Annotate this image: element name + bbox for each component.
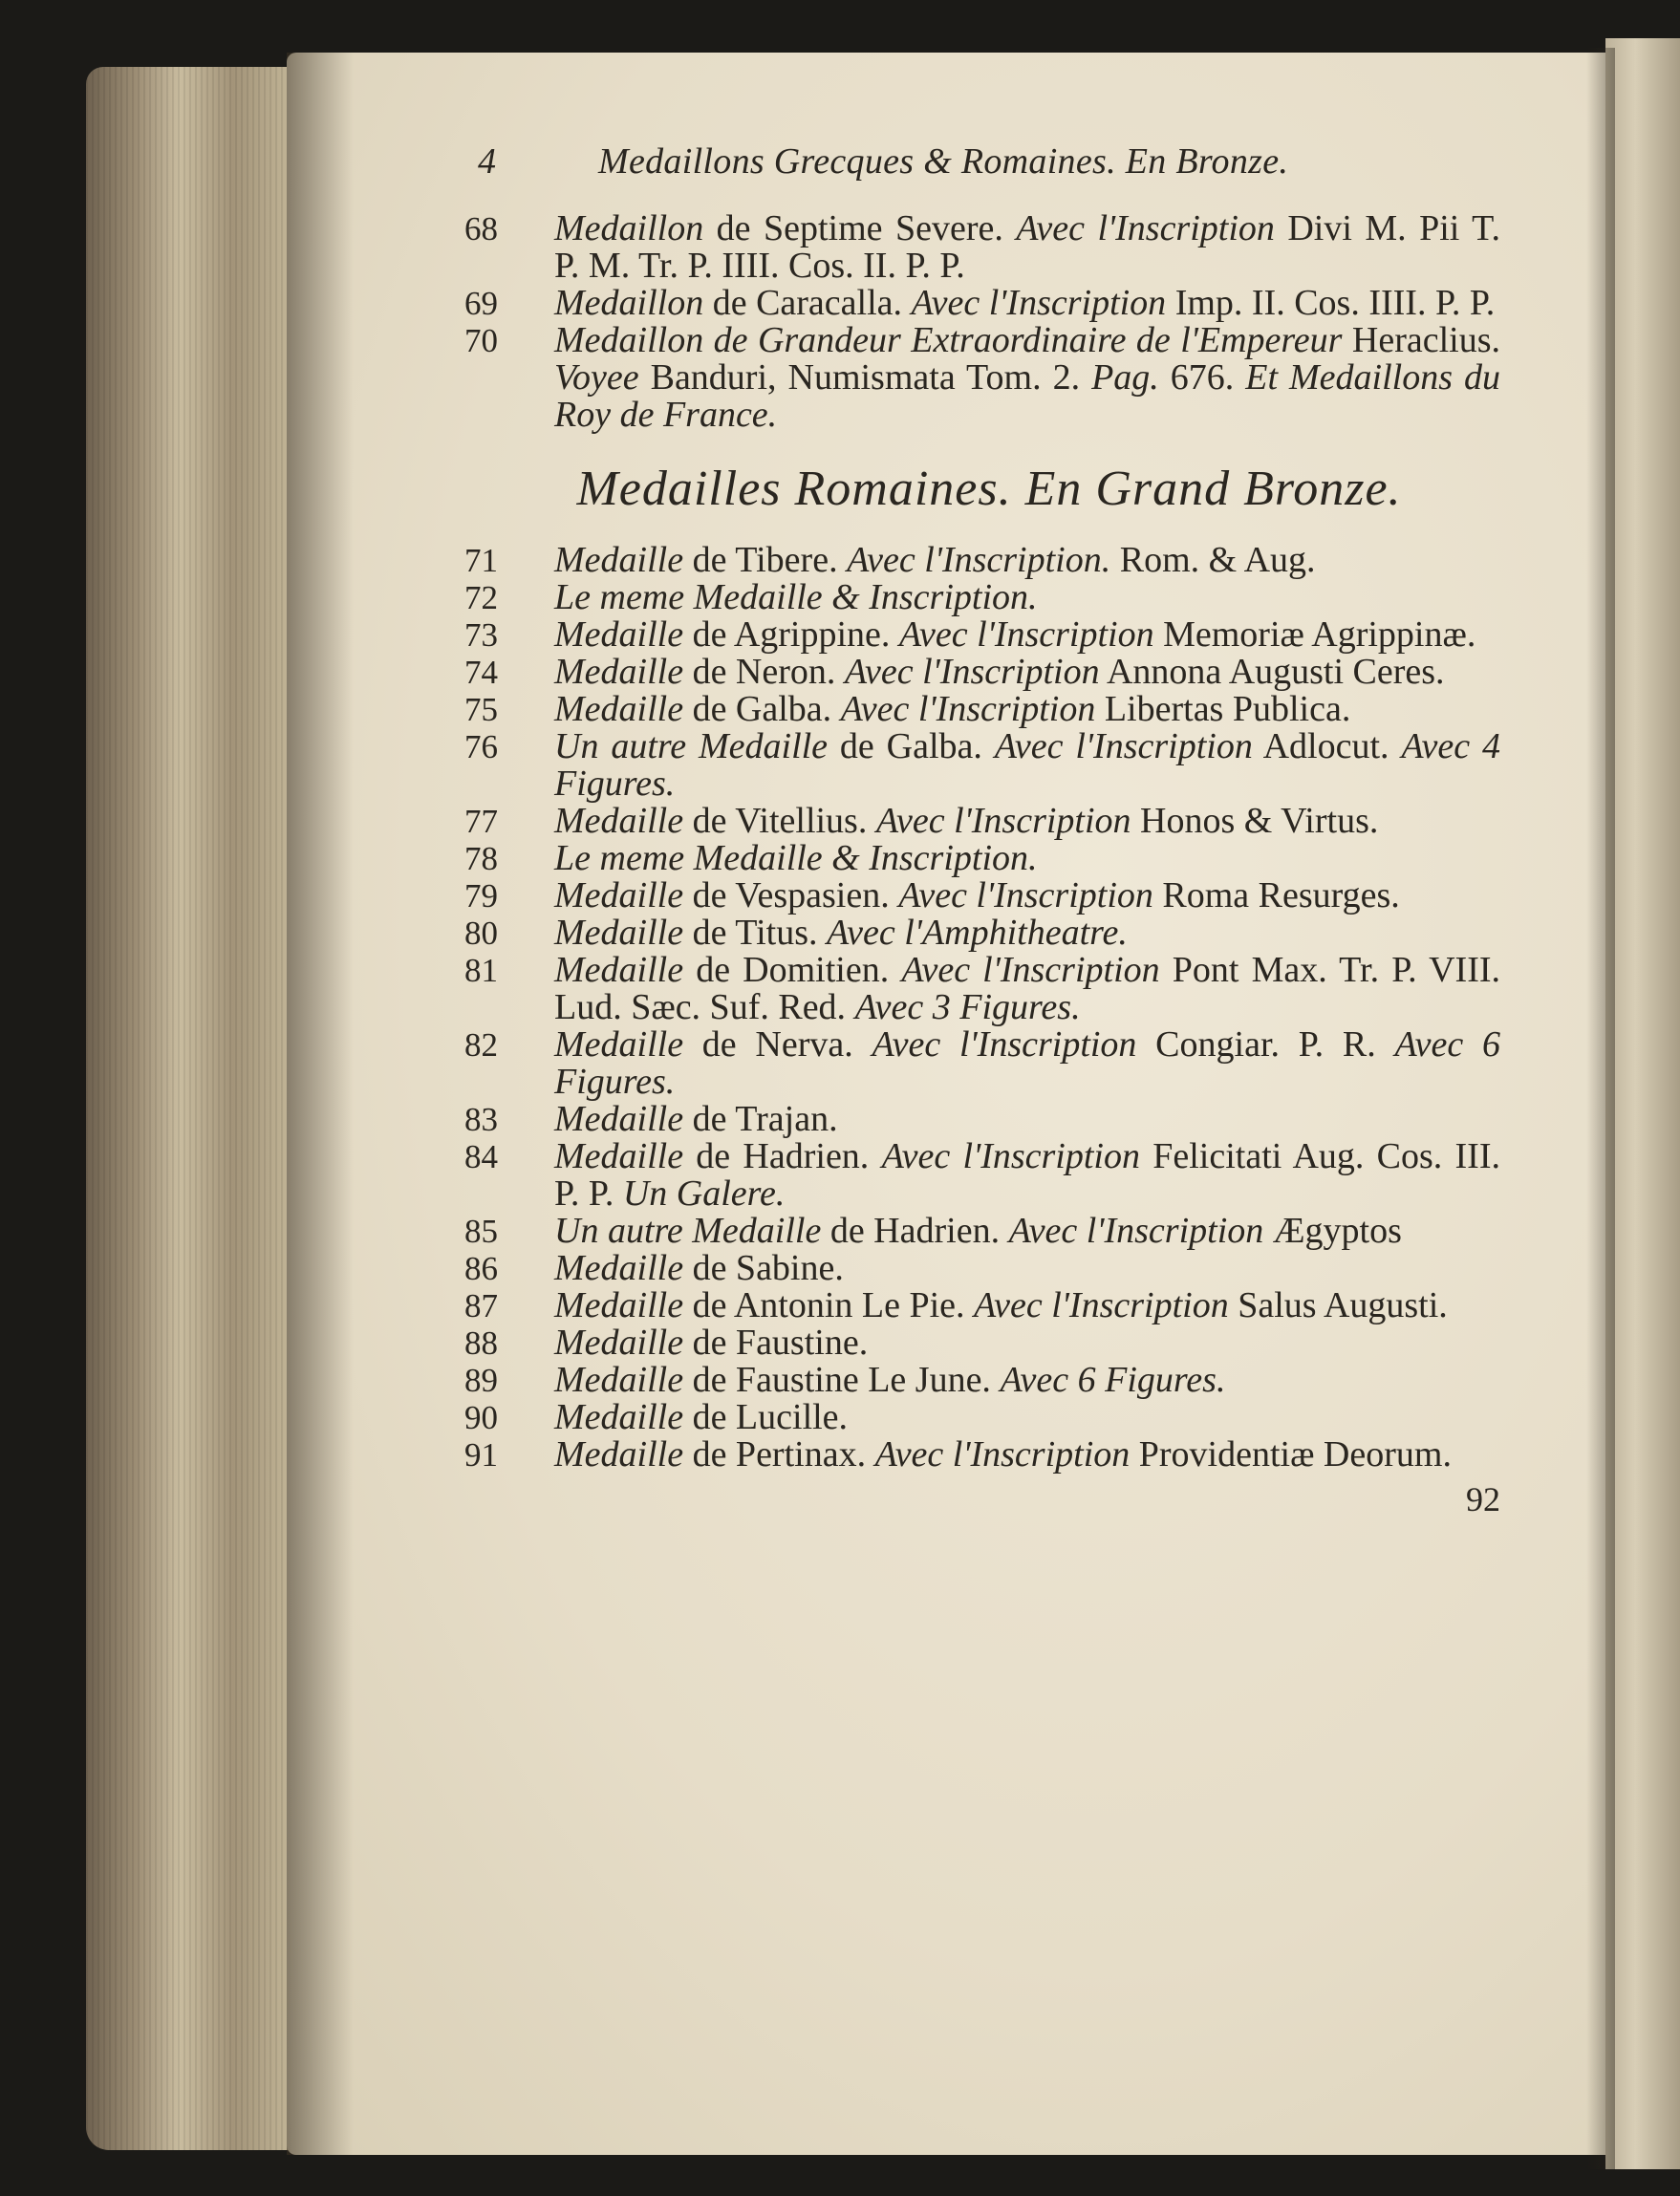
catalogue-entry: [464, 1360, 1500, 1400]
entry-italic-text: Avec l'Inscription: [881, 1136, 1140, 1176]
signature-mark: 92: [1466, 1480, 1500, 1518]
catalogue-entry: [464, 950, 1500, 1027]
entry-italic-text: Medaillon: [554, 283, 704, 323]
entry-italic-text: Avec l'Amphitheatre.: [827, 913, 1128, 953]
entry-italic-text: Avec l'Inscription: [901, 950, 1160, 990]
catalogue-entry: [464, 283, 1500, 323]
entry-number: 68: [464, 210, 498, 248]
entry-number: 88: [464, 1324, 498, 1362]
entry-text: Banduri, Numismata Tom. 2.: [638, 357, 1092, 398]
entry-italic-text: Avec l'Inscription: [974, 1285, 1229, 1325]
entry-number: 78: [464, 840, 498, 877]
entry-text: de Pertinax.: [683, 1434, 875, 1475]
entry-italic-text: Un autre Medaille: [554, 726, 829, 766]
entry-text: de Titus.: [683, 913, 828, 953]
entry-number: 86: [464, 1250, 498, 1287]
entry-text: Salus Augusti.: [1228, 1285, 1448, 1325]
entry-number: 81: [464, 952, 498, 989]
entry-text: de Agrippine.: [683, 614, 899, 655]
entry-text: de Vitellius.: [683, 801, 876, 841]
entry-italic-text: Avec 6 Figures.: [554, 1024, 1500, 1102]
running-head: [478, 143, 1500, 210]
entry-number: 84: [464, 1138, 498, 1175]
entry-italic-text: Avec l'Inscription: [872, 1024, 1137, 1065]
facing-page-edge: [1605, 38, 1680, 2169]
entry-text: 676.: [1158, 357, 1246, 398]
entry-number: 73: [464, 616, 498, 654]
entry-italic-text: Avec l'Inscription: [898, 875, 1153, 915]
running-title: Medaillons Grecques & Romaines. En Bronze.: [598, 141, 1289, 182]
catalogue-entry: [464, 1211, 1500, 1251]
entry-italic-text: Avec l'Inscription.: [847, 540, 1111, 580]
entry-text: Imp. II. Cos. IIII. P. P.: [1166, 283, 1496, 323]
entry-number: 70: [464, 322, 498, 359]
entry-italic-text: Medaille: [554, 913, 684, 953]
catalogue-entry: [464, 208, 1500, 286]
catalogue-entry: [464, 1099, 1500, 1139]
entry-italic-text: Avec 3 Figures.: [854, 987, 1081, 1027]
entry-text: de Hadrien.: [821, 1211, 1009, 1251]
entry-text: Ægyptos: [1263, 1211, 1402, 1251]
entry-italic-text: Medaille: [554, 1434, 684, 1475]
entry-text: de Sabine.: [683, 1248, 844, 1288]
entry-text: de Neron.: [683, 652, 845, 692]
entry-italic-text: Medaillon: [554, 208, 704, 248]
entry-italic-text: Avec l'Inscription: [898, 614, 1154, 655]
entry-text: Memoriæ Agrippinæ.: [1153, 614, 1476, 655]
entry-italic-text: Avec l'Inscription: [1016, 208, 1275, 248]
entry-number: 80: [464, 915, 498, 952]
entry-number: 72: [464, 579, 498, 616]
entry-text: Adlocut.: [1252, 726, 1402, 766]
catalogue-entry: [464, 726, 1500, 804]
catalogue-entry: [464, 838, 1500, 878]
entry-text: de Domitien.: [683, 950, 902, 990]
entry-number: 71: [464, 542, 498, 579]
entry-italic-text: Medaille: [554, 801, 684, 841]
page-text: [464, 141, 1500, 1539]
entry-text: de Lucille.: [683, 1397, 849, 1437]
entry-text: de Galba.: [683, 689, 841, 729]
entry-text: Pont Max. Tr. P. VIII. Lud. Sæc. Suf. Red.: [554, 950, 1500, 1027]
entry-number: 83: [464, 1101, 498, 1138]
entry-italic-text: Medaille: [554, 689, 684, 729]
entry-italic-text: Medaille: [554, 1248, 684, 1288]
entry-italic-text: Medaillon de Grandeur Extraordinaire de l'Empereur: [554, 320, 1343, 360]
entry-text: de Trajan.: [683, 1099, 838, 1139]
entry-italic-text: Voyee: [554, 357, 639, 398]
entry-number: 90: [464, 1399, 498, 1436]
entry-text: de Caracalla.: [703, 283, 912, 323]
catalogue-entry: [464, 320, 1500, 435]
catalogue-entry: [464, 652, 1500, 692]
medaillon-list: [464, 208, 1500, 435]
entry-italic-text: Medaille: [554, 614, 684, 655]
catalogue-entry: [464, 1136, 1500, 1214]
entry-italic-text: Avec l'Inscription: [840, 689, 1096, 729]
catalogue-entry: [464, 1285, 1500, 1325]
entry-text: Libertas Publica.: [1095, 689, 1351, 729]
section-title: Medailles Romaines. En Grand Bronze.: [576, 462, 1402, 516]
entry-italic-text: Medaille: [554, 1285, 684, 1325]
catalogue-entry: [464, 913, 1500, 953]
entry-text: Congiar. P. R.: [1136, 1024, 1395, 1065]
catalogue-entry: [464, 689, 1500, 729]
entry-text: de Vespasien.: [683, 875, 899, 915]
entry-text: de Faustine Le June.: [683, 1360, 1001, 1400]
entry-italic-text: Avec l'Inscription: [875, 801, 1131, 841]
entry-number: 77: [464, 803, 498, 840]
entry-text: Rom. & Aug.: [1110, 540, 1316, 580]
entry-text: Providentiæ Deorum.: [1130, 1434, 1452, 1475]
catalogue-entry: [464, 540, 1500, 580]
entry-italic-text: Medaille: [554, 1099, 684, 1139]
page-number: 4: [478, 141, 496, 182]
catalogue-entry: [464, 875, 1500, 915]
entry-number: 76: [464, 728, 498, 765]
entry-number: 87: [464, 1287, 498, 1324]
entry-text: Annona Augusti Ceres.: [1099, 652, 1445, 692]
entry-text: Divi M. Pii T. P. M. Tr. P. IIII. Cos. II. P. P.: [554, 208, 1500, 286]
entry-italic-text: Medaille: [554, 1323, 684, 1363]
entry-italic-text: Medaille: [554, 1024, 684, 1065]
entry-text: de Galba.: [828, 726, 995, 766]
entry-italic-text: Avec 6 Figures.: [1000, 1360, 1226, 1400]
entry-italic-text: Un Galere.: [622, 1173, 786, 1214]
entry-text: de Antonin Le Pie.: [683, 1285, 975, 1325]
catalogue-entry: [464, 1024, 1500, 1102]
entry-text: de Septime Severe.: [703, 208, 1017, 248]
entry-text: de Faustine.: [683, 1323, 869, 1363]
entry-number: 82: [464, 1026, 498, 1064]
entry-italic-text: Medaille: [554, 1136, 684, 1176]
entry-italic-text: Le meme Medaille & Inscription.: [554, 838, 1038, 878]
entry-italic-text: Avec 4 Figures.: [554, 726, 1500, 804]
entry-number: 89: [464, 1362, 498, 1399]
entry-italic-text: Medaille: [554, 652, 684, 692]
catalogue-entry: [464, 577, 1500, 617]
entry-italic-text: Medaille: [554, 1397, 684, 1437]
catalogue-entry: [464, 801, 1500, 841]
catalogue-entry: [464, 1248, 1500, 1288]
entry-number: 69: [464, 285, 498, 322]
entry-number: 91: [464, 1436, 498, 1474]
entry-number: 75: [464, 691, 498, 728]
entry-italic-text: Et Medaillons du Roy de France.: [554, 357, 1500, 435]
spine-shadow: [287, 53, 354, 2155]
entry-text: Felicitati Aug. Cos. III. P. P.: [554, 1136, 1500, 1214]
entry-italic-text: Medaille: [554, 950, 684, 990]
entry-number: 74: [464, 654, 498, 691]
entry-italic-text: Medaille: [554, 875, 684, 915]
entry-text: de Hadrien.: [683, 1136, 882, 1176]
entry-text: de Nerva.: [683, 1024, 872, 1065]
entry-text: Roma Resurges.: [1152, 875, 1400, 915]
catalogue-entry: [464, 614, 1500, 655]
entry-number: 79: [464, 877, 498, 915]
catalogue-entry: [464, 1323, 1500, 1363]
entry-italic-text: Avec l'Inscription: [994, 726, 1253, 766]
entry-italic-text: Pag.: [1091, 357, 1159, 398]
medaille-list: [464, 540, 1500, 1475]
gutter-shadow: [1586, 48, 1615, 2169]
entry-text: de Tibere.: [683, 540, 848, 580]
entry-italic-text: Medaille: [554, 540, 684, 580]
entry-italic-text: Avec l'Inscription: [874, 1434, 1131, 1475]
entry-italic-text: Avec l'Inscription: [911, 283, 1167, 323]
entry-italic-text: Avec l'Inscription: [844, 652, 1100, 692]
catalogue-entry: [464, 1397, 1500, 1437]
entry-text: Honos & Virtus.: [1131, 801, 1379, 841]
entry-number: 85: [464, 1213, 498, 1250]
entry-italic-text: Un autre Medaille: [554, 1211, 822, 1251]
entry-italic-text: Le meme Medaille & Inscription.: [554, 577, 1038, 617]
catalogue-entry: [464, 1434, 1500, 1475]
entry-text: Heraclius.: [1342, 320, 1500, 360]
entry-italic-text: Medaille: [554, 1360, 684, 1400]
entry-italic-text: Avec l'Inscription: [1008, 1211, 1264, 1251]
